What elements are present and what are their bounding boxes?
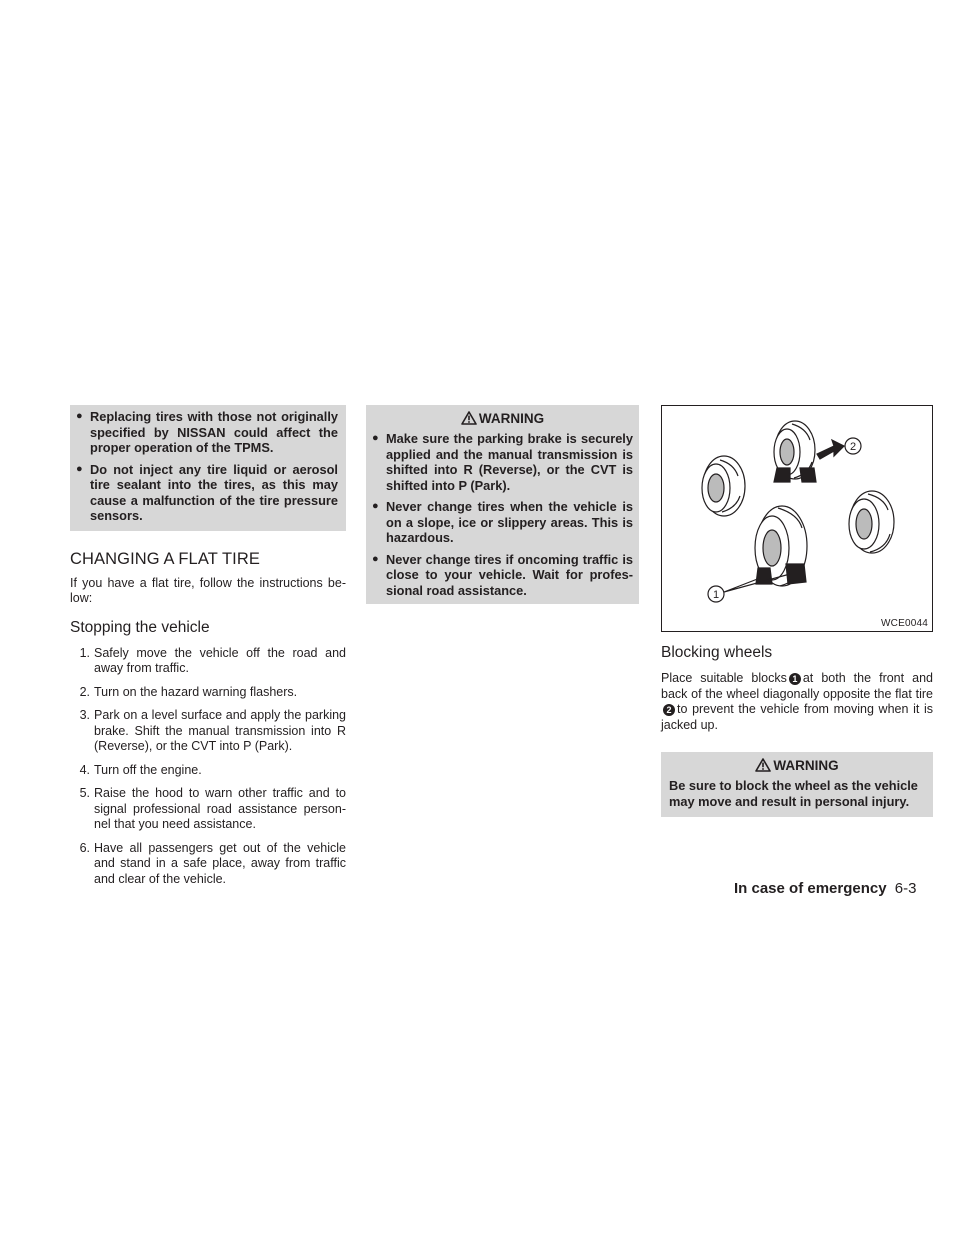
section-title: CHANGING A FLAT TIRE xyxy=(70,549,260,568)
list-item: 1. Safely move the vehicle off the road and away from traffic. xyxy=(79,645,346,675)
intro-text: If you have a flat tire, follow the instructions be- low: xyxy=(70,575,346,605)
list-item: 5. Raise the hood to warn other traffic and to signal professional road assistance person- nel that you need assistance. xyxy=(79,786,346,831)
figure-code: WCE0044 xyxy=(881,618,928,629)
warning-box xyxy=(366,405,639,604)
steps-list xyxy=(70,646,346,888)
stopping-heading: Stopping the vehicle xyxy=(70,618,210,636)
middle-column xyxy=(366,405,639,604)
callout-1-icon: 1 xyxy=(789,673,801,685)
wheel-block-icon xyxy=(800,468,816,482)
tpms-notes-box xyxy=(70,405,346,531)
list-item: 2. Turn on the hazard warning flashers. xyxy=(79,684,298,699)
bullet-icon: ● xyxy=(76,462,83,475)
bullet-icon: ● xyxy=(372,432,379,444)
page-number: 6-3 xyxy=(894,880,917,897)
warning-icon xyxy=(461,411,477,425)
figure-label-1: 1 xyxy=(712,589,720,601)
right-column xyxy=(661,405,933,817)
list-item: 4. Turn off the engine. xyxy=(79,762,202,777)
left-column xyxy=(70,405,346,895)
warning-text: Be sure to block the wheel as the vehicle may move and result in personal injury. xyxy=(669,778,918,809)
figure-label-2: 2 xyxy=(849,441,857,453)
warning-item: ● Never change tires if oncoming traffic is close to your vehicle. Wait for profes- sional road assistance. xyxy=(372,551,633,598)
page-footer xyxy=(734,880,916,897)
bullet-icon: ● xyxy=(372,552,379,565)
tire-icon xyxy=(849,491,894,553)
warning-item: ● Never change tires when the vehicle is on a slope, ice or slippery areas. This is hazardous. xyxy=(372,499,633,545)
blocking-text: Place suitable blocks 1 at both the front and back of the wheel diagonally opposite the flat tire 2 to prevent the vehicle from moving when it is jacked up. xyxy=(661,671,933,732)
wheel-blocks-figure xyxy=(661,405,933,632)
blocking-heading: Blocking wheels xyxy=(661,644,773,661)
list-item: 6. Have all passengers get out of the vehicle and stand in a safe place, away from traffic and clear of the vehicle. xyxy=(79,840,346,886)
list-item: 3. Park on a level surface and apply the parking brake. Shift the manual transmission into R (Reverse), or the CVT into P (Park). xyxy=(79,708,346,753)
callout-2-icon: 2 xyxy=(663,704,675,716)
bullet-icon: ● xyxy=(76,410,83,422)
note-item: ● Replacing tires with those not originally specified by NISSAN could affect the proper operation of the TPMS. xyxy=(76,409,338,455)
footer-title: In case of emergency xyxy=(734,880,887,897)
bullet-icon: ● xyxy=(372,500,379,512)
tire-icon xyxy=(702,456,745,516)
wheel-block-icon xyxy=(774,468,790,482)
arrow-icon xyxy=(817,440,844,459)
warning-box-2 xyxy=(661,752,933,817)
wheel-blocks-illustration xyxy=(662,406,932,631)
warning-icon xyxy=(755,758,771,772)
warning-item: ● Make sure the parking brake is securely applied and the manual transmission is shifted into R (Reverse), or the CVT is shifted into P (Park). xyxy=(372,431,633,493)
note-item: ● Do not inject any tire liquid or aerosol tire sealant into the tires, as this may cause a malfunction of the tire pressure sensors. xyxy=(76,461,338,523)
warning-heading: WARNING xyxy=(669,752,925,778)
warning-heading: WARNING xyxy=(372,405,633,431)
